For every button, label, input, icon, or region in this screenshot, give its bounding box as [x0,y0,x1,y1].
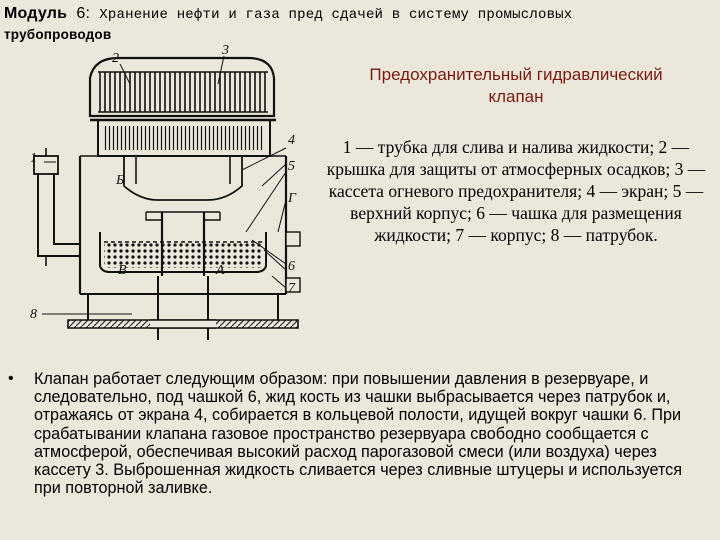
bullet: • [8,370,14,387]
callout-8: 8 [30,307,37,322]
callout-7: 7 [288,281,295,296]
callout-5: 5 [288,159,295,174]
zone-b-label: Б [116,173,125,188]
valve-drawing [28,44,312,340]
callout-1: 1 [30,151,37,166]
lower-body [80,294,286,320]
callout-3: 3 [222,44,229,58]
slide-title-line2: клапан [488,87,544,106]
module-title: Хранение нефти и газа пред сдачей в систему промысловых [99,7,573,23]
module-title-line2: трубопроводов [4,27,112,42]
slide-title-line1: Предохранительный гидравлический [369,65,663,84]
callout-2: 2 [112,51,119,66]
body-paragraph: Клапан работает следующим образом: при повышении давления в резервуаре, и следовательно, под чашкой 6, жид кость из чашки выбрасывается через патрубок и, отражаясь от экрана 4, собирается в кольцевой полости, идущей вокруг чашки 6. При срабатывании клапана газовое пространство резервуара свободно сообщается с атмосферой, обеспечивая высокий расход парогазовой смеси (или воздуха) через кассету 3. Выброшенная жидкость сливается через сливные штуцеры и используется при повторной заливке. [34,370,683,498]
module-label: Модуль [4,5,68,22]
drain-tube [38,174,80,256]
slide-title [318,64,714,108]
zone-v-label: В [118,263,127,278]
callout-g: Г [288,191,296,206]
drain-coupling [34,156,58,174]
screen [124,156,242,200]
zone-a-label: А [216,263,225,278]
callout-4: 4 [288,133,295,148]
callout-6: 6 [288,259,295,274]
figure-legend: 1 — трубка для слива и налива жидкости; 2 — крышка для защиты от атмосферных осадков; 3 — кассета огневого предохранителя; 4 — экран; 5 — верхний корпус; 6 — чашка для размещения жидкости; 7 — корпус; 8 — патрубок. [326,137,706,245]
cap-grille [98,72,268,112]
slide-header [4,4,716,44]
valve-diagram [28,44,312,340]
upper-body [80,156,286,294]
liquid [104,242,262,268]
module-number: 6: [76,5,91,22]
